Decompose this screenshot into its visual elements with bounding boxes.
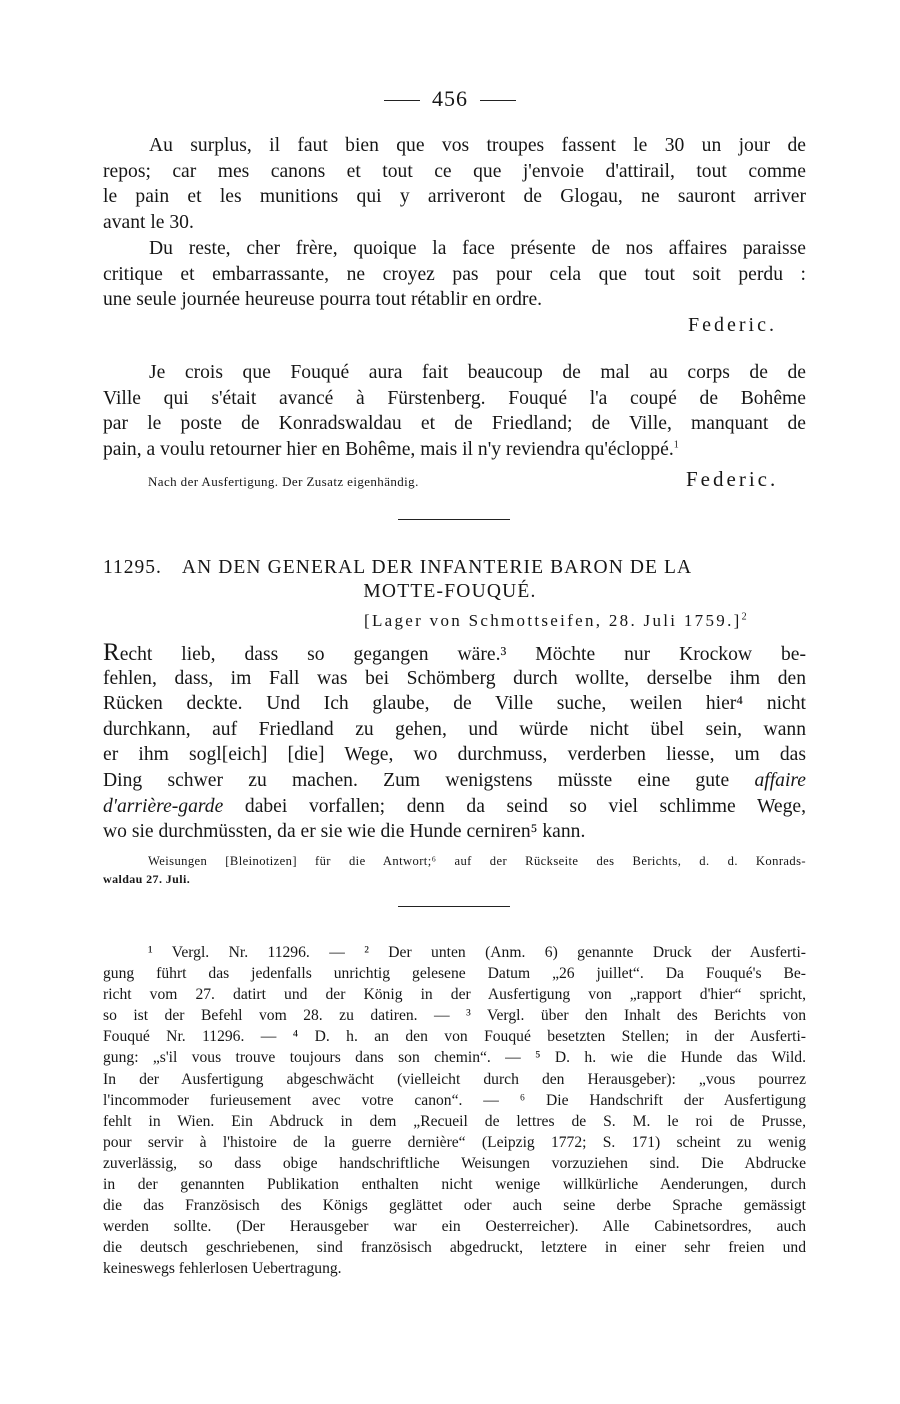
text-line: Ville qui s'était avancé à Fürstenberg. Fouqué l'a coupé de Bohême — [103, 387, 806, 409]
text-line: Rücken deckte. Und Ich glaube, de Ville suche, weilen hier⁴ nicht — [103, 693, 806, 715]
signature-federic-2: Federic. — [686, 467, 779, 491]
footnote-line: gung führt das jedenfalls unrichtig gelesene Datum „26 juillet“. Da Fouqué's Be- — [103, 965, 806, 983]
initial-letter: R — [103, 639, 120, 666]
footnote-line: die das Französisch des Königs geglättet oder auch seine derbe Sprache gemässigt — [103, 1197, 806, 1215]
text-line — [103, 437, 806, 463]
page-number-dash-right — [480, 100, 516, 101]
postscript-last-line: pain, a voulu retourner hier en Bohême, mais il n'y reviendra qu'écloppé. — [103, 438, 674, 460]
text-line: repos; car mes canons et tout ce que j'envoie d'attirail, tout comme — [103, 160, 806, 182]
footnote-line: fehlt in Wien. Ein Abdruck in dem „Recueil de lettres de S. M. le roi de Prusse, — [103, 1112, 806, 1130]
signature-federic-1: Federic. — [688, 314, 777, 336]
footnote-ref: 2 — [741, 611, 749, 623]
page-number-text: 456 — [432, 86, 468, 111]
text-line: Du reste, cher frère, quoique la face présente de nos affaires paraisse — [149, 238, 806, 259]
page-number-dash-left — [384, 100, 420, 101]
footnote-line: die deutsch geschriebenen, sind französisch abgedruckt, letztere in einer sehr freien und — [103, 1239, 806, 1257]
dateline — [364, 611, 749, 631]
document-number: 11295. — [103, 557, 162, 578]
body-line-7-rest: dabei vorfallen; denn da seind so viel schlimme Wege, — [223, 795, 806, 817]
italic-affaire: affaire — [754, 769, 806, 791]
text-line: er ihm sogl[eich] [die] Wege, wo durchmuss, verderben liesse, um das — [103, 744, 806, 766]
text-line — [103, 768, 806, 794]
page-number — [0, 86, 900, 112]
footnote-line: richt vom 27. datirt und der König in der Ausfertigung von „rapport d'hier“ spricht, — [103, 986, 806, 1004]
text-line: Au surplus, il faut bien que vos troupes fassent le 30 un jour de — [149, 135, 806, 156]
text-line — [103, 794, 806, 820]
footnote-line: gung: „s'il vous trouve toujours dans son chemin“. — ⁵ D. h. wie die Hunde das Wild. — [103, 1049, 806, 1067]
text-line: une seule journée heureuse pourra tout rétablir en ordre. — [103, 289, 543, 311]
letter-paragraph-2 — [103, 236, 806, 313]
heading-line-1: AN DEN GENERAL DER INFANTERIE BARON DE LA — [181, 557, 693, 578]
document-body — [103, 640, 806, 845]
footnote-line: pour servir à l'histoire de la guerre dernière“ (Leipzig 1772; S. 171) scheint zu wenig — [103, 1133, 806, 1151]
italic-arriere-garde: d'arrière-garde — [103, 795, 224, 817]
text-line — [103, 640, 806, 666]
footnote-line: l'incommoder furieusement avec votre canon“. — ⁶ Die Handschrift der Ausfertigung — [103, 1091, 806, 1109]
letter-paragraph-1 — [103, 133, 806, 235]
body-line-1: echt lieb, dass so gegangen wäre.³ Möchte nur Krockow be- — [119, 644, 806, 665]
note-line: waldau 27. Juli. — [103, 872, 191, 886]
postscript-paragraph — [103, 360, 806, 462]
note-line: Weisungen [Bleinotizen] für die Antwort;⁶ auf der Rückseite des Berichts, d. d. Konrads- — [148, 854, 806, 868]
footnote-line: keineswegs fehlerlosen Uebertragung. — [103, 1260, 342, 1278]
body-line-6: Ding schwer zu machen. Zum wenigstens müsste eine gute — [103, 769, 730, 791]
instructions-note — [103, 852, 806, 888]
footnote-line: ¹ Vergl. Nr. 11296. — ² Der unten (Anm. 6) genannte Druck der Ausferti- — [148, 944, 806, 961]
footnotes — [103, 942, 806, 1280]
text-line: avant le 30. — [103, 211, 194, 233]
text-line: le pain et les munitions qui y arriveront de Glogau, ne sauront arriver — [103, 186, 806, 208]
footnote-ref: 1 — [673, 439, 679, 451]
footnote-line: In der Ausfertigung abgeschwächt (vielleicht durch den Herausgeber): „vous pourrez — [103, 1070, 806, 1088]
document-heading — [103, 555, 806, 580]
footnote-line: so ist der Befehl vom 28. zu datiren. — ³ Vergl. über den Inhalt des Berichts von — [103, 1007, 806, 1025]
dateline-text: [Lager von Schmottseifen, 28. Juli 1759.] — [364, 611, 742, 630]
source-note: Nach der Ausfertigung. Der Zusatz eigenhändig. — [148, 474, 419, 489]
section-divider — [398, 519, 510, 520]
text-line: critique et embarrassante, ne croyez pas pour cela que tout soit perdu : — [103, 263, 806, 285]
footnote-line: in der genannten Publikation enthalten nicht wenige willkürliche Aenderungen, durch — [103, 1176, 806, 1194]
section-divider — [398, 906, 510, 907]
text-line: par le poste de Konradswaldau et de Friedland; de Ville, manquant de — [103, 413, 806, 435]
text-line: Je crois que Fouqué aura fait beaucoup de mal au corps de de — [149, 362, 806, 383]
footnote-line: zuverlässig, so dass obige handschriftliche Weisungen vorzuziehen sind. Die Abdrucke — [103, 1154, 806, 1172]
footnote-line: Fouqué Nr. 11296. — ⁴ D. h. an den von Fouqué besetzten Stellen; in der Ausferti- — [103, 1028, 806, 1046]
footnote-line: werden sollte. (Der Herausgeber war ein Oesterreicher). Alle Cabinetsordres, auch — [103, 1218, 806, 1236]
heading-line-2: MOTTE-FOUQUÉ. — [363, 581, 537, 602]
text-line: durchkann, auf Friedland zu gehen, und würde nicht übel sein, wann — [103, 718, 806, 740]
text-line: wo sie durchmüssten, da er sie wie die Hunde cerniren⁵ kann. — [103, 821, 586, 843]
text-line: fehlen, dass, im Fall was bei Schömberg durch wollte, derselbe ihm den — [103, 667, 806, 689]
